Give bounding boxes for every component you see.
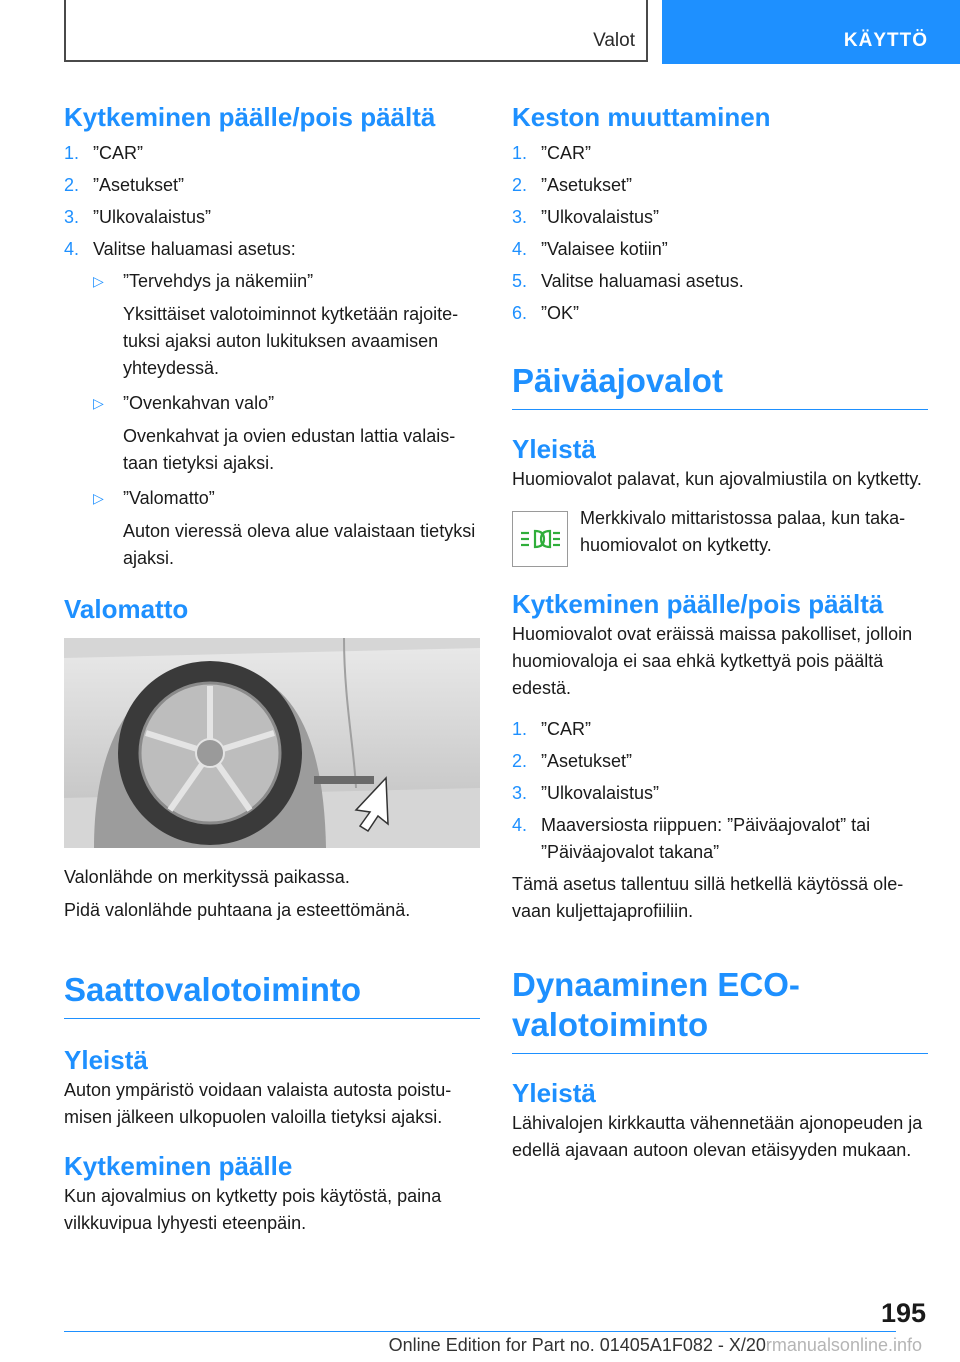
heading-yleista-2: Yleistä	[512, 1078, 596, 1108]
options-list	[93, 268, 480, 572]
daytime-light-indicator-icon	[512, 511, 568, 567]
list-item: 2. ”Asetukset”	[512, 175, 633, 195]
page-number: 195	[880, 1298, 926, 1328]
list-item: 5. Valitse haluamasi asetus.	[512, 271, 744, 291]
list-item: 1. ”CAR”	[512, 719, 591, 739]
list-item: 3. ”Ulkovalaistus”	[512, 783, 660, 803]
paragraph-yleista-1: Huomiovalot palavat, kun ajovalmiustila on kytketty.	[512, 469, 922, 489]
header-section-label: Valot	[593, 30, 635, 51]
heading-dynamic-eco: Dynaaminen ECO-valotoiminto	[512, 966, 800, 1043]
footer-watermark: rmanualsonline.info	[765, 1335, 922, 1355]
paragraph-store-setting: Tämä asetus tallentuu sillä hetkellä käytössä olevaan kuljettajaprofiiliin.	[512, 874, 904, 921]
paragraph-kytkeminen-paalle: Kun ajovalmius on kytketty pois käytöstä, paina vilkkuvipua lyhyesti eteenpäin.	[64, 1186, 442, 1233]
paragraph-indicator: Merkkivalo mittaristossa palaa, kun takahuomiovalot on kytketty.	[580, 508, 906, 555]
list-item: 4. Maaversiosta riippuen: ”Päiväajovalot” tai ”Päiväajovalot takana”	[512, 815, 871, 862]
list-item: 6. ”OK”	[512, 303, 579, 323]
triangle-bullet-icon: ▷	[93, 490, 104, 506]
list-item: 2. ”Asetukset”	[64, 175, 185, 195]
list-item: 3. ”Ulkovalaistus”	[512, 207, 660, 227]
right-column	[512, 100, 928, 1164]
list-item: 4. Valitse haluamasi asetus:	[64, 239, 296, 259]
footer-edition	[0, 1335, 922, 1356]
left-column	[64, 100, 480, 1237]
steps-list-2	[512, 140, 928, 327]
heading-kytkeminen-paalle: Kytkeminen päälle	[64, 1151, 293, 1181]
list-item: 2. ”Asetukset”	[512, 751, 633, 771]
steps-list-1	[64, 140, 480, 263]
heading-saattovalotoiminto: Saattovalotoiminto	[64, 971, 362, 1008]
option-item: ▷ ”Tervehdys ja näkemiin” Yksittäiset valotoiminnot kytketään rajoitetuksi ajaksi auton lukituksen avaamisen yhteydessä.	[93, 268, 480, 382]
paragraph-switch-2: Huomiovalot ovat eräissä maissa pakolliset, jolloin huomiovaloja ei saa ehkä kytkettyä pois päältä edestä.	[512, 624, 913, 698]
caption-light-location: Valonlähde on merkityssä paikassa.	[64, 867, 350, 887]
car-wheel-illustration	[64, 638, 480, 848]
caption-keep-clean: Pidä valonlähde puhtaana ja esteettömänä.	[64, 900, 411, 920]
footer-rule	[64, 1331, 896, 1332]
list-item: 3. ”Ulkovalaistus”	[64, 207, 212, 227]
heading-switch-on-off-2: Kytkeminen päälle/pois päältä	[512, 589, 884, 619]
heading-yleista-1: Yleistä	[512, 434, 596, 464]
heading-paivaajovalot-block	[512, 361, 928, 410]
list-item: 4. ”Valaisee kotiin”	[512, 239, 668, 259]
header-chapter-tab: KÄYTTÖ	[662, 0, 960, 64]
heading-valomatto: Valomatto	[64, 594, 189, 624]
triangle-bullet-icon: ▷	[93, 273, 104, 289]
heading-yleista: Yleistä	[64, 1045, 148, 1075]
option-item: ▷ ”Valomatto” Auton vieressä oleva alue valaistaan tietyksi ajaksi.	[93, 485, 480, 572]
heading-eco-block	[512, 965, 928, 1054]
heading-switch-on-off: Kytkeminen päälle/pois päältä	[64, 102, 436, 132]
list-item: 1. ”CAR”	[64, 143, 143, 163]
paragraph-eco: Lähivalojen kirkkautta vähennetään ajonopeuden ja edellä ajavaan autoon olevan etäisyyden mukaan.	[512, 1113, 923, 1160]
footer-edition-text: Online Edition for Part no. 01405A1F082 - X/20	[388, 1335, 766, 1355]
indicator-note	[512, 505, 928, 567]
triangle-bullet-icon: ▷	[93, 395, 104, 411]
heading-keston-muuttaminen: Keston muuttaminen	[512, 102, 771, 132]
list-item: 1. ”CAR”	[512, 143, 591, 163]
option-item: ▷ ”Ovenkahvan valo” Ovenkahvat ja ovien edustan lattia valaistaan tietyksi ajaksi.	[93, 390, 480, 477]
heading-paivaajovalot: Päiväajovalot	[512, 362, 723, 399]
heading-saattovalo-block	[64, 970, 480, 1019]
paragraph-yleista: Auton ympäristö voidaan valaista autosta poistumisen jälkeen ulkopuolen valoilla tietyksi ajaksi.	[64, 1080, 452, 1127]
header-box	[64, 0, 648, 62]
steps-list-3	[512, 716, 928, 866]
